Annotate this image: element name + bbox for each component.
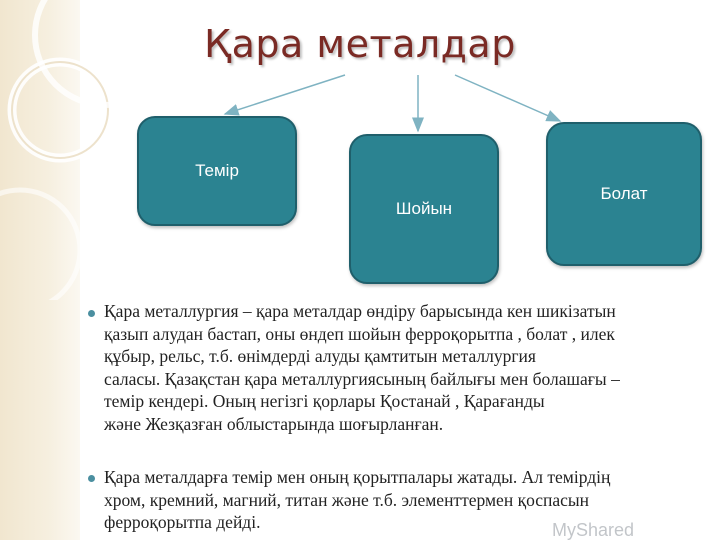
text-line: хром, кремний, магний, титан және т.б. элементтермен қоспасын	[104, 489, 590, 510]
text-line: құбыр, рельс, т.б. өнімдерді алуды қамтитын металлургия	[104, 346, 536, 366]
box-shoiyn	[349, 134, 499, 284]
box-bolat-label: Болат	[600, 184, 648, 203]
text-line: ферроқорытпа дейді.	[104, 512, 261, 532]
box-shoiyn-label: Шойын	[395, 199, 453, 218]
text-line: және Жезқазған облыстарында шоғырланған.	[104, 413, 444, 434]
box-bolat	[546, 122, 702, 266]
slide-title: Қара металдар	[204, 22, 516, 66]
text-line: Қара металдарға темір мен оның қорытпалары жатады. Ал темірдің	[104, 467, 611, 487]
arrow-to-temir	[225, 75, 345, 114]
box-temir-label: Темір	[195, 161, 239, 180]
bullet-dot-icon	[88, 310, 95, 317]
bullet-dot-icon	[88, 475, 95, 482]
text-line: қазып алудан бастап, оны өндеп шойын ферроқорытпа , болат , илек	[104, 323, 615, 344]
arrow-to-bolat	[455, 75, 560, 121]
box-temir	[137, 116, 297, 226]
text-line: темір кендері. Оның негізгі қорлары Қостанай , Қарағанды	[104, 391, 545, 411]
text-line: саласы. Қазақстан қара металлургиясының байлығы мен болашағы –	[104, 368, 620, 389]
paragraph-ferrous-metallurgy	[104, 300, 704, 435]
text-line: Қара металлургия – қара металдар өндіру барысында кен шикізатын	[104, 301, 616, 321]
watermark: MyShared	[552, 520, 635, 540]
